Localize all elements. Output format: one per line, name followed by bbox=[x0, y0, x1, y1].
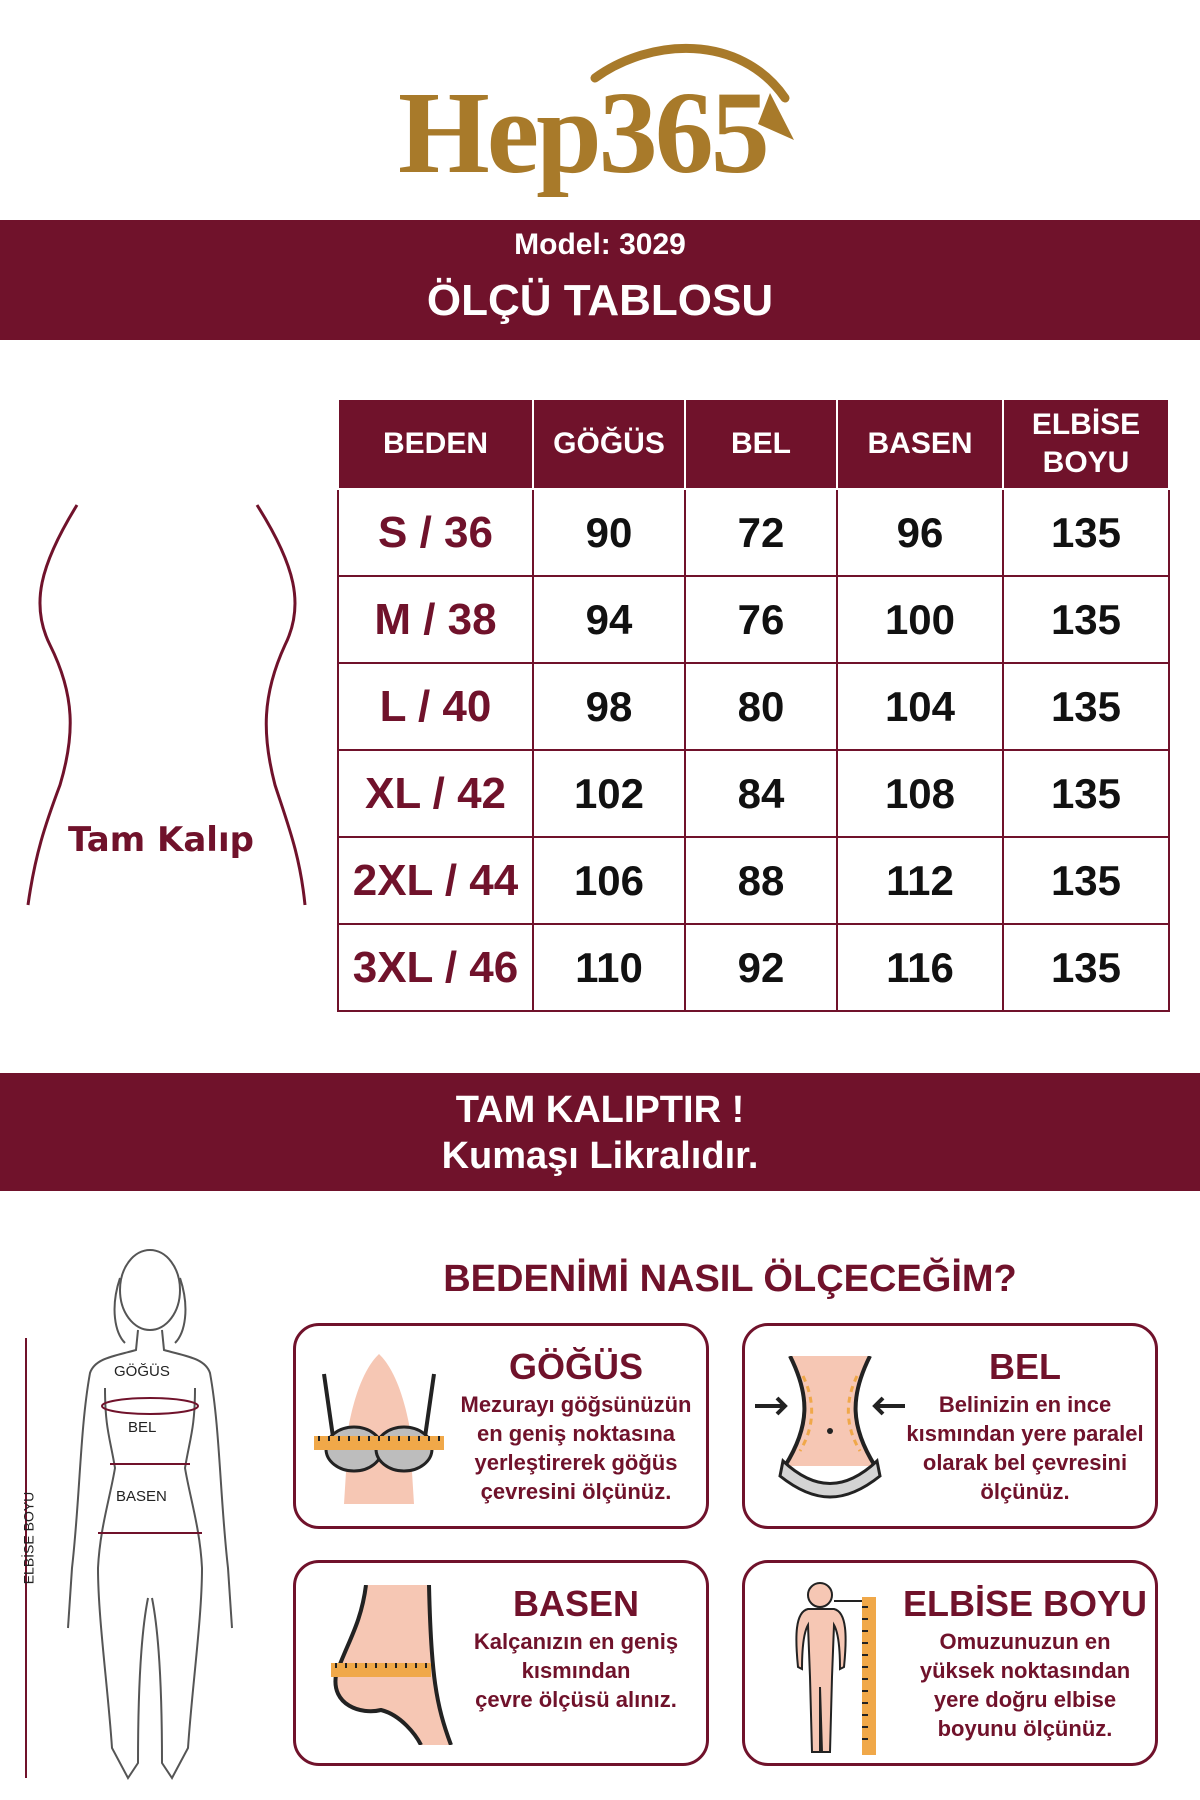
table-cell: 92 bbox=[685, 924, 837, 1011]
size-cell: M / 38 bbox=[338, 576, 533, 663]
column-header: GÖĞÜS bbox=[533, 400, 685, 489]
card-dress-length bbox=[742, 1560, 1158, 1766]
table-cell: 108 bbox=[837, 750, 1003, 837]
table-cell: 80 bbox=[685, 663, 837, 750]
figure-label-waist: BEL bbox=[128, 1419, 157, 1436]
table-header-row bbox=[338, 400, 1169, 489]
column-header bbox=[1003, 400, 1169, 489]
card-title: BEL bbox=[989, 1346, 1061, 1387]
how-to-title: BEDENİMİ NASIL ÖLÇECEĞİM? bbox=[443, 1258, 1017, 1300]
card-text-line: çevre ölçüsü alınız. bbox=[475, 1687, 677, 1712]
logo-text: Hep365 bbox=[398, 67, 767, 198]
card-title: BASEN bbox=[512, 1583, 640, 1624]
notice-line-1: TAM KALIPTIR ! bbox=[455, 1089, 745, 1131]
table-cell: 96 bbox=[837, 489, 1003, 576]
card-text-line: Omuzunuzun en bbox=[939, 1629, 1111, 1654]
table-cell: 116 bbox=[837, 924, 1003, 1011]
column-header: BEL bbox=[685, 400, 837, 489]
waist-measure-icon bbox=[755, 1356, 905, 1506]
brand-logo bbox=[390, 28, 810, 208]
notice-line-2: Kumaşı Likralıdır. bbox=[441, 1135, 759, 1177]
card-text-line: yüksek noktasından bbox=[919, 1658, 1131, 1683]
card-text-line: Mezurayı göğsünüzün bbox=[460, 1392, 692, 1417]
table-cell: 88 bbox=[685, 837, 837, 924]
table-cell: 135 bbox=[1003, 576, 1169, 663]
table-cell: 90 bbox=[533, 489, 685, 576]
card-text-line: yerleştirerek göğüs bbox=[474, 1450, 678, 1475]
dress-length-measure-icon bbox=[790, 1577, 900, 1757]
card-text-line: en geniş noktasına bbox=[476, 1421, 676, 1446]
table-row bbox=[338, 489, 1169, 576]
card-title: GÖĞÜS bbox=[508, 1346, 643, 1387]
card-hip bbox=[293, 1560, 709, 1766]
card-text-line: boyunu ölçünüz. bbox=[937, 1716, 1113, 1741]
card-text-line: Kalçanızın en geniş bbox=[473, 1629, 679, 1654]
size-cell: XL / 42 bbox=[338, 750, 533, 837]
card-text-line: kısmından bbox=[521, 1658, 631, 1683]
table-cell: 106 bbox=[533, 837, 685, 924]
table-cell: 100 bbox=[837, 576, 1003, 663]
notice-band bbox=[0, 1073, 1200, 1191]
column-header: BEDEN bbox=[338, 400, 533, 489]
column-header-text: ELBİSE BOYU bbox=[1031, 408, 1141, 479]
card-description bbox=[895, 1627, 1155, 1743]
table-cell: 135 bbox=[1003, 750, 1169, 837]
column-header: BASEN bbox=[837, 400, 1003, 489]
hip-measure-icon bbox=[331, 1585, 461, 1745]
bra-measure-icon bbox=[314, 1354, 444, 1504]
figure-label-chest: GÖĞÜS bbox=[114, 1363, 170, 1380]
size-cell: L / 40 bbox=[338, 663, 533, 750]
table-cell: 135 bbox=[1003, 489, 1169, 576]
table-cell: 84 bbox=[685, 750, 837, 837]
card-waist bbox=[742, 1323, 1158, 1529]
table-row bbox=[338, 750, 1169, 837]
size-table bbox=[337, 400, 1170, 1012]
table-row bbox=[338, 576, 1169, 663]
card-text-line: kısmından yere paralel bbox=[906, 1421, 1144, 1446]
card-text-line: olarak bel çevresini bbox=[922, 1450, 1128, 1475]
table-row bbox=[338, 837, 1169, 924]
size-cell: 2XL / 44 bbox=[338, 837, 533, 924]
size-cell: S / 36 bbox=[338, 489, 533, 576]
model-number: Model: 3029 bbox=[514, 228, 686, 261]
table-cell: 112 bbox=[837, 837, 1003, 924]
figure-label-hip: BASEN bbox=[116, 1488, 167, 1505]
card-text-line: Belinizin en ince bbox=[938, 1392, 1112, 1417]
card-description bbox=[895, 1390, 1155, 1506]
card-chest bbox=[293, 1323, 709, 1529]
card-text-line: çevresini ölçünüz. bbox=[480, 1479, 672, 1504]
fit-label: Tam Kalıp bbox=[68, 820, 254, 860]
card-description bbox=[446, 1390, 706, 1506]
table-cell: 104 bbox=[837, 663, 1003, 750]
table-cell: 102 bbox=[533, 750, 685, 837]
figure-label-length: ELBİSE BOYU bbox=[20, 1491, 37, 1585]
table-row bbox=[338, 924, 1169, 1011]
table-cell: 76 bbox=[685, 576, 837, 663]
page-title: ÖLÇÜ TABLOSU bbox=[426, 276, 774, 325]
table-row bbox=[338, 663, 1169, 750]
card-title: ELBİSE BOYU bbox=[902, 1583, 1148, 1624]
table-cell: 110 bbox=[533, 924, 685, 1011]
table-cell: 135 bbox=[1003, 924, 1169, 1011]
body-outline-figure-icon bbox=[20, 1238, 270, 1798]
header-band bbox=[0, 220, 1200, 340]
card-text-line: ölçünüz. bbox=[980, 1479, 1070, 1504]
table-cell: 135 bbox=[1003, 837, 1169, 924]
table-cell: 72 bbox=[685, 489, 837, 576]
card-text-line: yere doğru elbise bbox=[933, 1687, 1117, 1712]
table-cell: 98 bbox=[533, 663, 685, 750]
table-cell: 135 bbox=[1003, 663, 1169, 750]
size-cell: 3XL / 46 bbox=[338, 924, 533, 1011]
table-cell: 94 bbox=[533, 576, 685, 663]
card-description bbox=[446, 1627, 706, 1714]
